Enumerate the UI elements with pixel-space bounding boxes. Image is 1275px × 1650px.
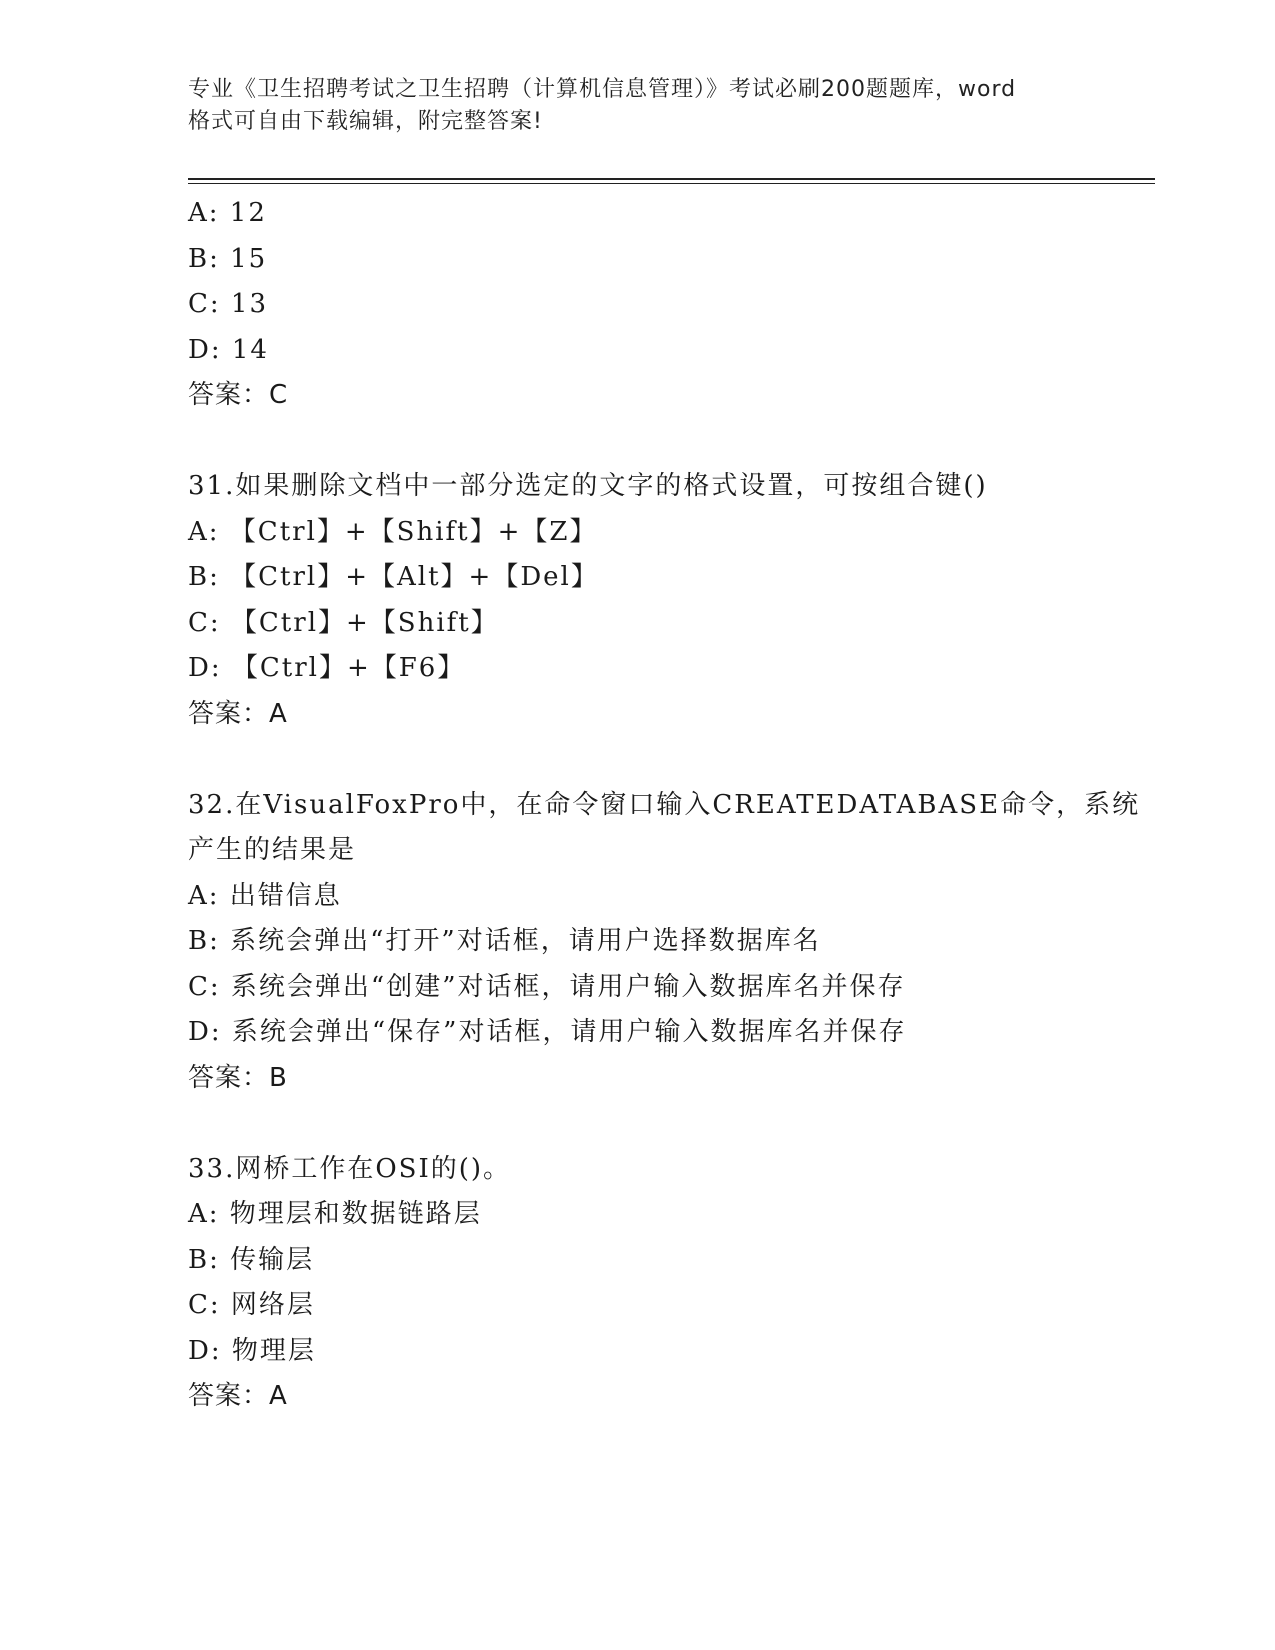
header-line-2: 格式可自由下载编辑，附完整答案! (188, 109, 543, 134)
question-text-line-1: 32.在VisualFoxPro中，在命令窗口输入CREATEDATABASE命令，系统 (188, 789, 1141, 820)
option-c: C: 网络层 (188, 1290, 315, 1320)
spacer (188, 419, 1088, 465)
header-divider-thick (188, 178, 1155, 180)
spacer (188, 737, 1088, 783)
option-b: B: 系统会弹出“打开”对话框，请用户选择数据库名 (188, 926, 821, 956)
question-text: 33.网桥工作在OSI的()。 (188, 1153, 512, 1184)
option-d: D: 14 (188, 334, 269, 365)
option-b: B: 15 (188, 243, 268, 274)
spacer (188, 1101, 1088, 1147)
header-line-1: 专业《卫生招聘考试之卫生招聘（计算机信息管理）》考试必刷200题题库，word (188, 77, 1017, 102)
option-a: A: 物理层和数据链路层 (188, 1199, 482, 1229)
question-30 (188, 191, 1088, 419)
answer-line: 答案：A (188, 1381, 288, 1411)
answer-line: 答案：A (188, 698, 288, 729)
option-a: A: 【Ctrl】+【Shift】+【Z】 (188, 516, 598, 547)
header-divider-thin (188, 183, 1155, 184)
question-text-line-2: 产生的结果是 (188, 835, 357, 865)
question-text: 31.如果删除文档中一部分选定的文字的格式设置，可按组合键() (188, 471, 988, 501)
option-d: D: 【Ctrl】+【F6】 (188, 653, 466, 683)
answer-line: 答案：B (188, 1062, 288, 1093)
option-c: C: 系统会弹出“创建”对话框，请用户输入数据库名并保存 (188, 971, 906, 1002)
question-31 (188, 464, 1088, 737)
option-d: D: 物理层 (188, 1335, 316, 1366)
option-a: A: 出错信息 (188, 880, 342, 911)
document-header (188, 74, 1088, 138)
option-c: C: 13 (188, 289, 269, 319)
option-b: B: 传输层 (188, 1244, 315, 1275)
answer-line: 答案：C (188, 380, 289, 410)
option-c: C: 【Ctrl】+【Shift】 (188, 607, 499, 638)
question-32 (188, 783, 1141, 1102)
option-a: A: 12 (188, 198, 267, 228)
option-b: B: 【Ctrl】+【Alt】+【Del】 (188, 562, 599, 592)
question-list (188, 191, 1141, 1420)
question-33 (188, 1147, 1088, 1420)
option-d: D: 系统会弹出“保存”对话框，请用户输入数据库名并保存 (188, 1017, 907, 1047)
